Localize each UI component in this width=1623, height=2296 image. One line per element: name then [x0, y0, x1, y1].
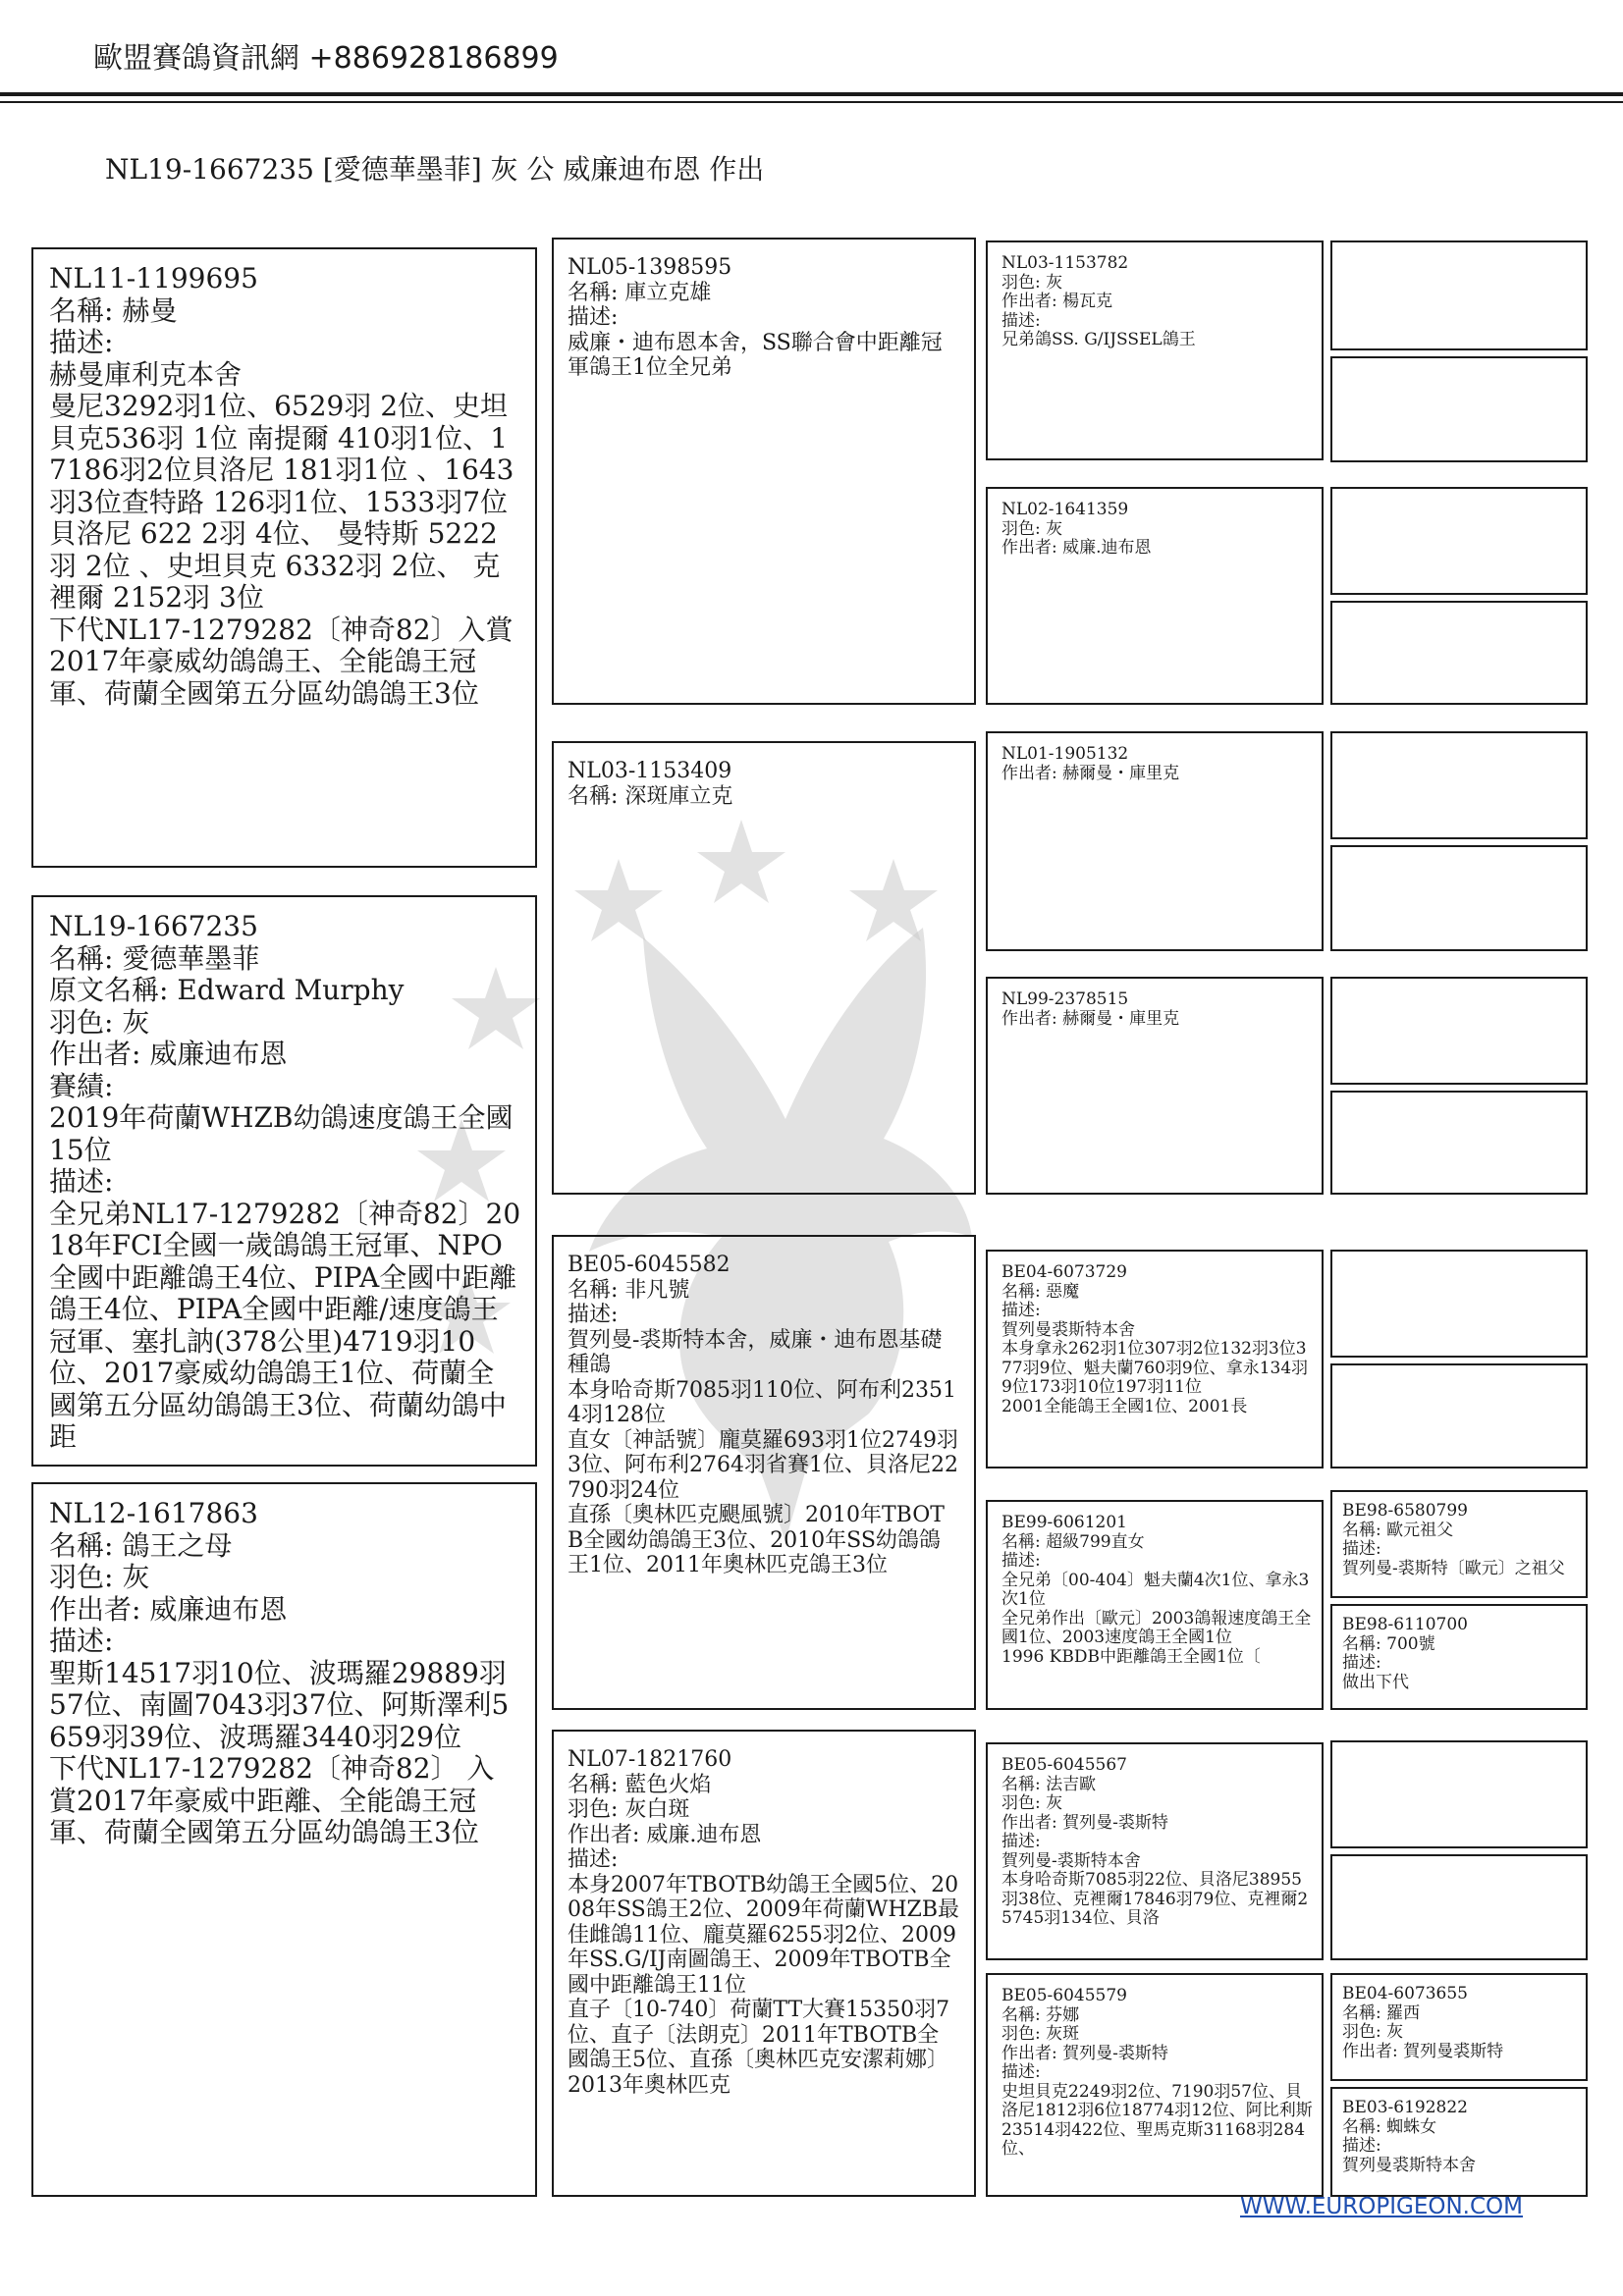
gen3-card	[986, 240, 1324, 460]
card-text: BE99-6061201 名稱: 超級799直女 描述: 全兄弟〔00-404〕魁夫蘭4次1位、拿永3次1位 全兄弟作出〔歐元〕2003鴿報速度鴿王全國1位、2003速度鴿王全國1位 1996 KBDB中距離鴿王全國1位〔	[1001, 1513, 1312, 1667]
gen4-card	[1330, 1604, 1588, 1710]
subject-card	[31, 895, 537, 1467]
grandsire-maternal-card	[552, 1235, 976, 1710]
card-text: BE05-6045567 名稱: 法吉歐 羽色: 灰 作出者: 賀列曼-裘斯特 描述: 賀列曼-裘斯特本舍 本身哈奇斯7085羽22位、貝洛尼38955羽38位、克裡爾17846羽79位、克裡爾25745羽134位、貝洛	[1001, 1755, 1309, 1928]
gen3-card	[986, 1742, 1324, 1960]
sire-card	[31, 247, 537, 868]
card-text: BE98-6110700 名稱: 700號 描述: 做出下代	[1342, 1615, 1468, 1692]
card-text: BE04-6073655 名稱: 羅西 羽色: 灰 作出者: 賀列曼裘斯特	[1342, 1984, 1504, 2061]
granddam-paternal-card	[552, 741, 976, 1195]
gen3-card	[986, 487, 1324, 705]
gen4-card	[1330, 731, 1588, 839]
gen4-card	[1330, 1854, 1588, 1960]
gen4-card	[1330, 1363, 1588, 1468]
card-text: NL03-1153409 名稱: 深斑庫立克	[568, 759, 733, 809]
card-text: NL07-1821760 名稱: 藍色火焰 羽色: 灰白斑 作出者: 威廉.迪布恩 描述: 本身2007年TBOTB幼鴿王全國5位、2008年SS鴿王2位、2009年荷蘭WHZB最佳雌鴿11位、龐莫羅6255羽2位、2009年SS.G/IJ南圖鴿王、2009年TBOTB全國中距離鴿王11位 直子〔10-740〕荷蘭TT大賽15350羽7位、直子〔法朗克〕2011年TBOTB全國鴿王5位、直孫〔奧林匹克安潔莉娜〕2013年奧林匹克	[568, 1747, 959, 2098]
pedigree-title: NL19-1667235 [愛德華墨菲] 灰 公 威廉迪布恩 作出	[105, 153, 765, 186]
dam-text: NL12-1617863 名稱: 鴿王之母 羽色: 灰 作出者: 威廉迪布恩 描述: 聖斯14517羽10位、波瑪羅29889羽57位、南圖7043羽37位、阿斯澤利5659羽39位、波瑪羅3440羽29位 下代NL17-1279282〔神奇82〕 入賞2017年豪威中距離、全能鴿王冠軍、荷蘭全國第五分區幼鴿鴿王3位	[49, 1497, 510, 1848]
footer-link[interactable]: WWW.EUROPIGEON.COM	[1240, 2194, 1523, 2219]
gen4-card	[1330, 2087, 1588, 2197]
card-text: BE05-6045582 名稱: 非凡號 描述: 賀列曼-裘斯特本舍，威廉・迪布恩基礎種鴿 本身哈奇斯7085羽110位、阿布利23514羽128位 直女〔神話號〕龐莫羅693羽1位2749羽3位、阿布利2764羽省賽1位、貝洛尼22790羽24位 直孫〔奧林匹克颶風號〕2010年TBOTB全國幼鴿鴿王3位、2010年SS幼鴿鴿王1位、2011年奧林匹克鴿王3位	[568, 1253, 958, 1577]
gen3-card	[986, 1500, 1324, 1710]
dam-card	[31, 1482, 537, 2197]
card-text: NL03-1153782 羽色: 灰 作出者: 楊瓦克 描述: 兄弟鴿SS. G/IJSSEL鴿王	[1001, 253, 1196, 349]
header-rule-thin	[0, 101, 1623, 103]
gen4-card	[1330, 845, 1588, 951]
site-header: 歐盟賽鴿資訊網 +886928186899	[93, 41, 559, 76]
gen4-card	[1330, 977, 1588, 1085]
card-text: BE04-6073729 名稱: 惡魔 描述: 賀列曼裘斯特本舍 本身拿永262羽1位307羽2位132羽3位377羽9位、魁夫蘭760羽9位、拿永134羽9位173羽10位197羽11位 2001全能鴿王全國1位、2001長	[1001, 1262, 1309, 1416]
card-text: NL05-1398595 名稱: 庫立克雄 描述: 威廉・迪布恩本舍，SS聯合會中距離冠軍鴿王1位全兄弟	[568, 255, 943, 380]
gen4-card	[1330, 1740, 1588, 1848]
gen4-card	[1330, 1091, 1588, 1195]
card-text: BE03-6192822 名稱: 蜘蛛女 描述: 賀列曼裘斯特本舍	[1342, 2098, 1476, 2175]
gen4-card	[1330, 1250, 1588, 1358]
card-text: BE05-6045579 名稱: 芬娜 羽色: 灰斑 作出者: 賀列曼-裘斯特 描述: 史坦貝克2249羽2位、7190羽57位、貝洛尼1812羽6位18774羽12位、阿比利斯23514羽422位、聖馬克斯31168羽284位、	[1001, 1986, 1313, 2159]
gen4-card	[1330, 487, 1588, 595]
card-text: NL99-2378515 作出者: 赫爾曼・庫里克	[1001, 989, 1180, 1029]
grandsire-paternal-card	[552, 238, 976, 705]
sire-text: NL11-1199695 名稱: 赫曼 描述: 赫曼庫利克本舍 曼尼3292羽1位、6529羽 2位、史坦貝克536羽 1位 南提爾 410羽1位、17186羽2位貝洛尼 181羽1位 、1643羽3位查特路 126羽1位、1533羽7位 貝洛尼 622 2羽 4位、 曼特斯 5222羽 2位 、史坦貝克 6332羽 2位、 克裡爾 2152羽 3位 下代NL17-1279282〔神奇82〕入賞2017年豪威幼鴿鴿王、全能鴿王冠軍、荷蘭全國第五分區幼鴿鴿王3位	[49, 262, 514, 710]
gen4-card	[1330, 1490, 1588, 1598]
card-text: BE98-6580799 名稱: 歐元祖父 描述: 賀列曼-裘斯特〔歐元〕之祖父	[1342, 1501, 1565, 1578]
granddam-maternal-card	[552, 1730, 976, 2197]
gen3-card	[986, 1250, 1324, 1468]
subject-text: NL19-1667235 名稱: 愛德華墨菲 原文名稱: Edward Murphy 羽色: 灰 作出者: 威廉迪布恩 賽績: 2019年荷蘭WHZB幼鴿速度鴿王全國15位 描述: 全兄弟NL17-1279282〔神奇82〕2018年FCI全國一歲鴿鴿王冠軍、NPO全國中距離鴿王4位、PIPA全國中距離鴿王4位、PIPA全國中距離/速度鴿王冠軍、塞扎訥(378公里)4719羽10位、2017豪威幼鴿鴿王1位、荷蘭全國第五分區幼鴿鴿王3位、荷蘭幼鴿中距	[49, 910, 521, 1453]
gen4-card	[1330, 601, 1588, 705]
card-text: NL02-1641359 羽色: 灰 作出者: 威廉.迪布恩	[1001, 500, 1152, 558]
gen4-card	[1330, 240, 1588, 350]
gen4-card	[1330, 1973, 1588, 2081]
gen3-card	[986, 977, 1324, 1195]
gen4-card	[1330, 356, 1588, 462]
header-rule	[0, 92, 1623, 96]
gen3-card	[986, 731, 1324, 951]
card-text: NL01-1905132 作出者: 赫爾曼・庫里克	[1001, 744, 1180, 783]
gen3-card	[986, 1973, 1324, 2197]
